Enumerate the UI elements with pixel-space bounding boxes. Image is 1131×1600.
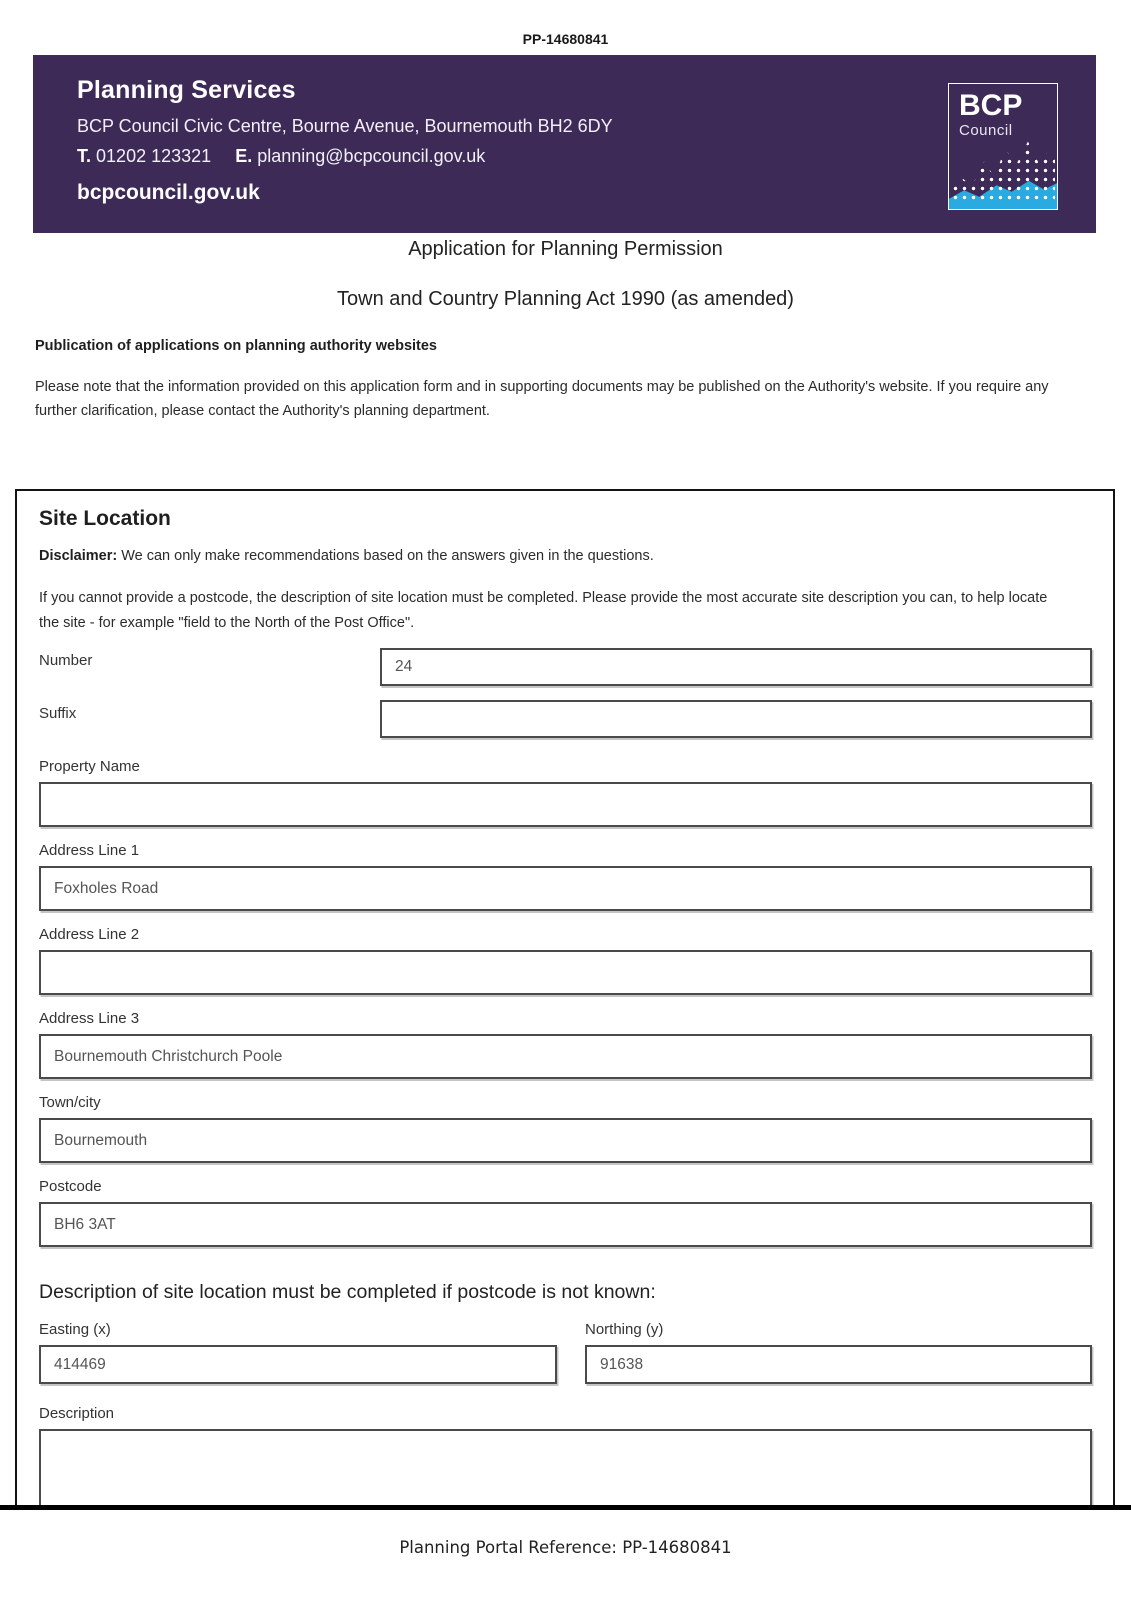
header-title: Planning Services bbox=[77, 76, 296, 104]
header-contact-line bbox=[77, 146, 613, 167]
suffix-label: Suffix bbox=[39, 705, 77, 722]
address-line-2-label: Address Line 2 bbox=[39, 926, 140, 943]
email-address[interactable]: planning@bcpcouncil.gov.uk bbox=[257, 146, 486, 166]
bcp-council-logo bbox=[948, 83, 1058, 210]
bcp-logo-text: BCP bbox=[959, 89, 1023, 122]
number-label: Number bbox=[39, 652, 93, 669]
property-name-label: Property Name bbox=[39, 758, 140, 775]
form-title: Application for Planning Permission bbox=[408, 238, 723, 260]
page-reference: PP-14680841 bbox=[522, 31, 609, 47]
address-line-2-input[interactable] bbox=[39, 950, 1092, 995]
town-city-label: Town/city bbox=[39, 1094, 101, 1111]
header-address: BCP Council Civic Centre, Bourne Avenue, Bournemouth BH2 6DY bbox=[77, 116, 613, 136]
header-website[interactable]: bcpcouncil.gov.uk bbox=[77, 181, 260, 204]
footer-reference: Planning Portal Reference: PP-14680841 bbox=[399, 1538, 732, 1557]
northing-input[interactable] bbox=[585, 1345, 1092, 1384]
address-line-1-input[interactable] bbox=[39, 866, 1092, 911]
header-text-block bbox=[77, 76, 613, 205]
site-location-section bbox=[15, 489, 1115, 1505]
description-textarea[interactable] bbox=[39, 1429, 1092, 1505]
postcode-label: Postcode bbox=[39, 1178, 102, 1195]
email-label: E. bbox=[235, 146, 253, 166]
town-city-input[interactable] bbox=[39, 1118, 1092, 1163]
site-location-heading: Site Location bbox=[39, 507, 171, 530]
phone-number: 01202 123321 bbox=[96, 146, 212, 166]
postcode-note: If you cannot provide a postcode, the description of site location must be completed. Please provide the most accurate site description you can, to help locate the site - for example "field to the North of the Post Office". bbox=[39, 590, 1048, 631]
publication-heading: Publication of applications on planning authority websites bbox=[35, 338, 437, 354]
property-name-input[interactable] bbox=[39, 782, 1092, 827]
address-line-3-input[interactable] bbox=[39, 1034, 1092, 1079]
description-label: Description bbox=[39, 1405, 115, 1422]
easting-input[interactable] bbox=[39, 1345, 557, 1384]
publication-body: Please note that the information provided on this application form and in supporting documents may be published on the Authority's website. If you require any further clarification, please contact the Authority's planning department. bbox=[35, 379, 1049, 419]
northing-label: Northing (y) bbox=[585, 1321, 664, 1338]
bcp-logo-halftone-dots-icon bbox=[951, 139, 1055, 201]
address-line-1-label: Address Line 1 bbox=[39, 842, 140, 859]
description-of-site-heading: Description of site location must be completed if postcode is not known: bbox=[39, 1281, 656, 1303]
act-title: Town and Country Planning Act 1990 (as amended) bbox=[337, 288, 794, 310]
page-break-line bbox=[0, 1505, 1131, 1510]
suffix-input[interactable] bbox=[380, 700, 1092, 738]
disclaimer-text: We can only make recommendations based on the answers given in the questions. bbox=[121, 548, 654, 564]
planning-header-banner bbox=[33, 55, 1096, 233]
postcode-input[interactable] bbox=[39, 1202, 1092, 1247]
phone-label: T. bbox=[77, 146, 92, 166]
site-location-inner bbox=[17, 491, 1113, 1505]
number-input[interactable] bbox=[380, 648, 1092, 686]
disclaimer-label: Disclaimer: bbox=[39, 548, 118, 564]
bcp-logo-subtext: Council bbox=[959, 121, 1013, 139]
easting-label: Easting (x) bbox=[39, 1321, 111, 1338]
address-line-3-label: Address Line 3 bbox=[39, 1010, 140, 1027]
disclaimer-line bbox=[39, 548, 654, 564]
